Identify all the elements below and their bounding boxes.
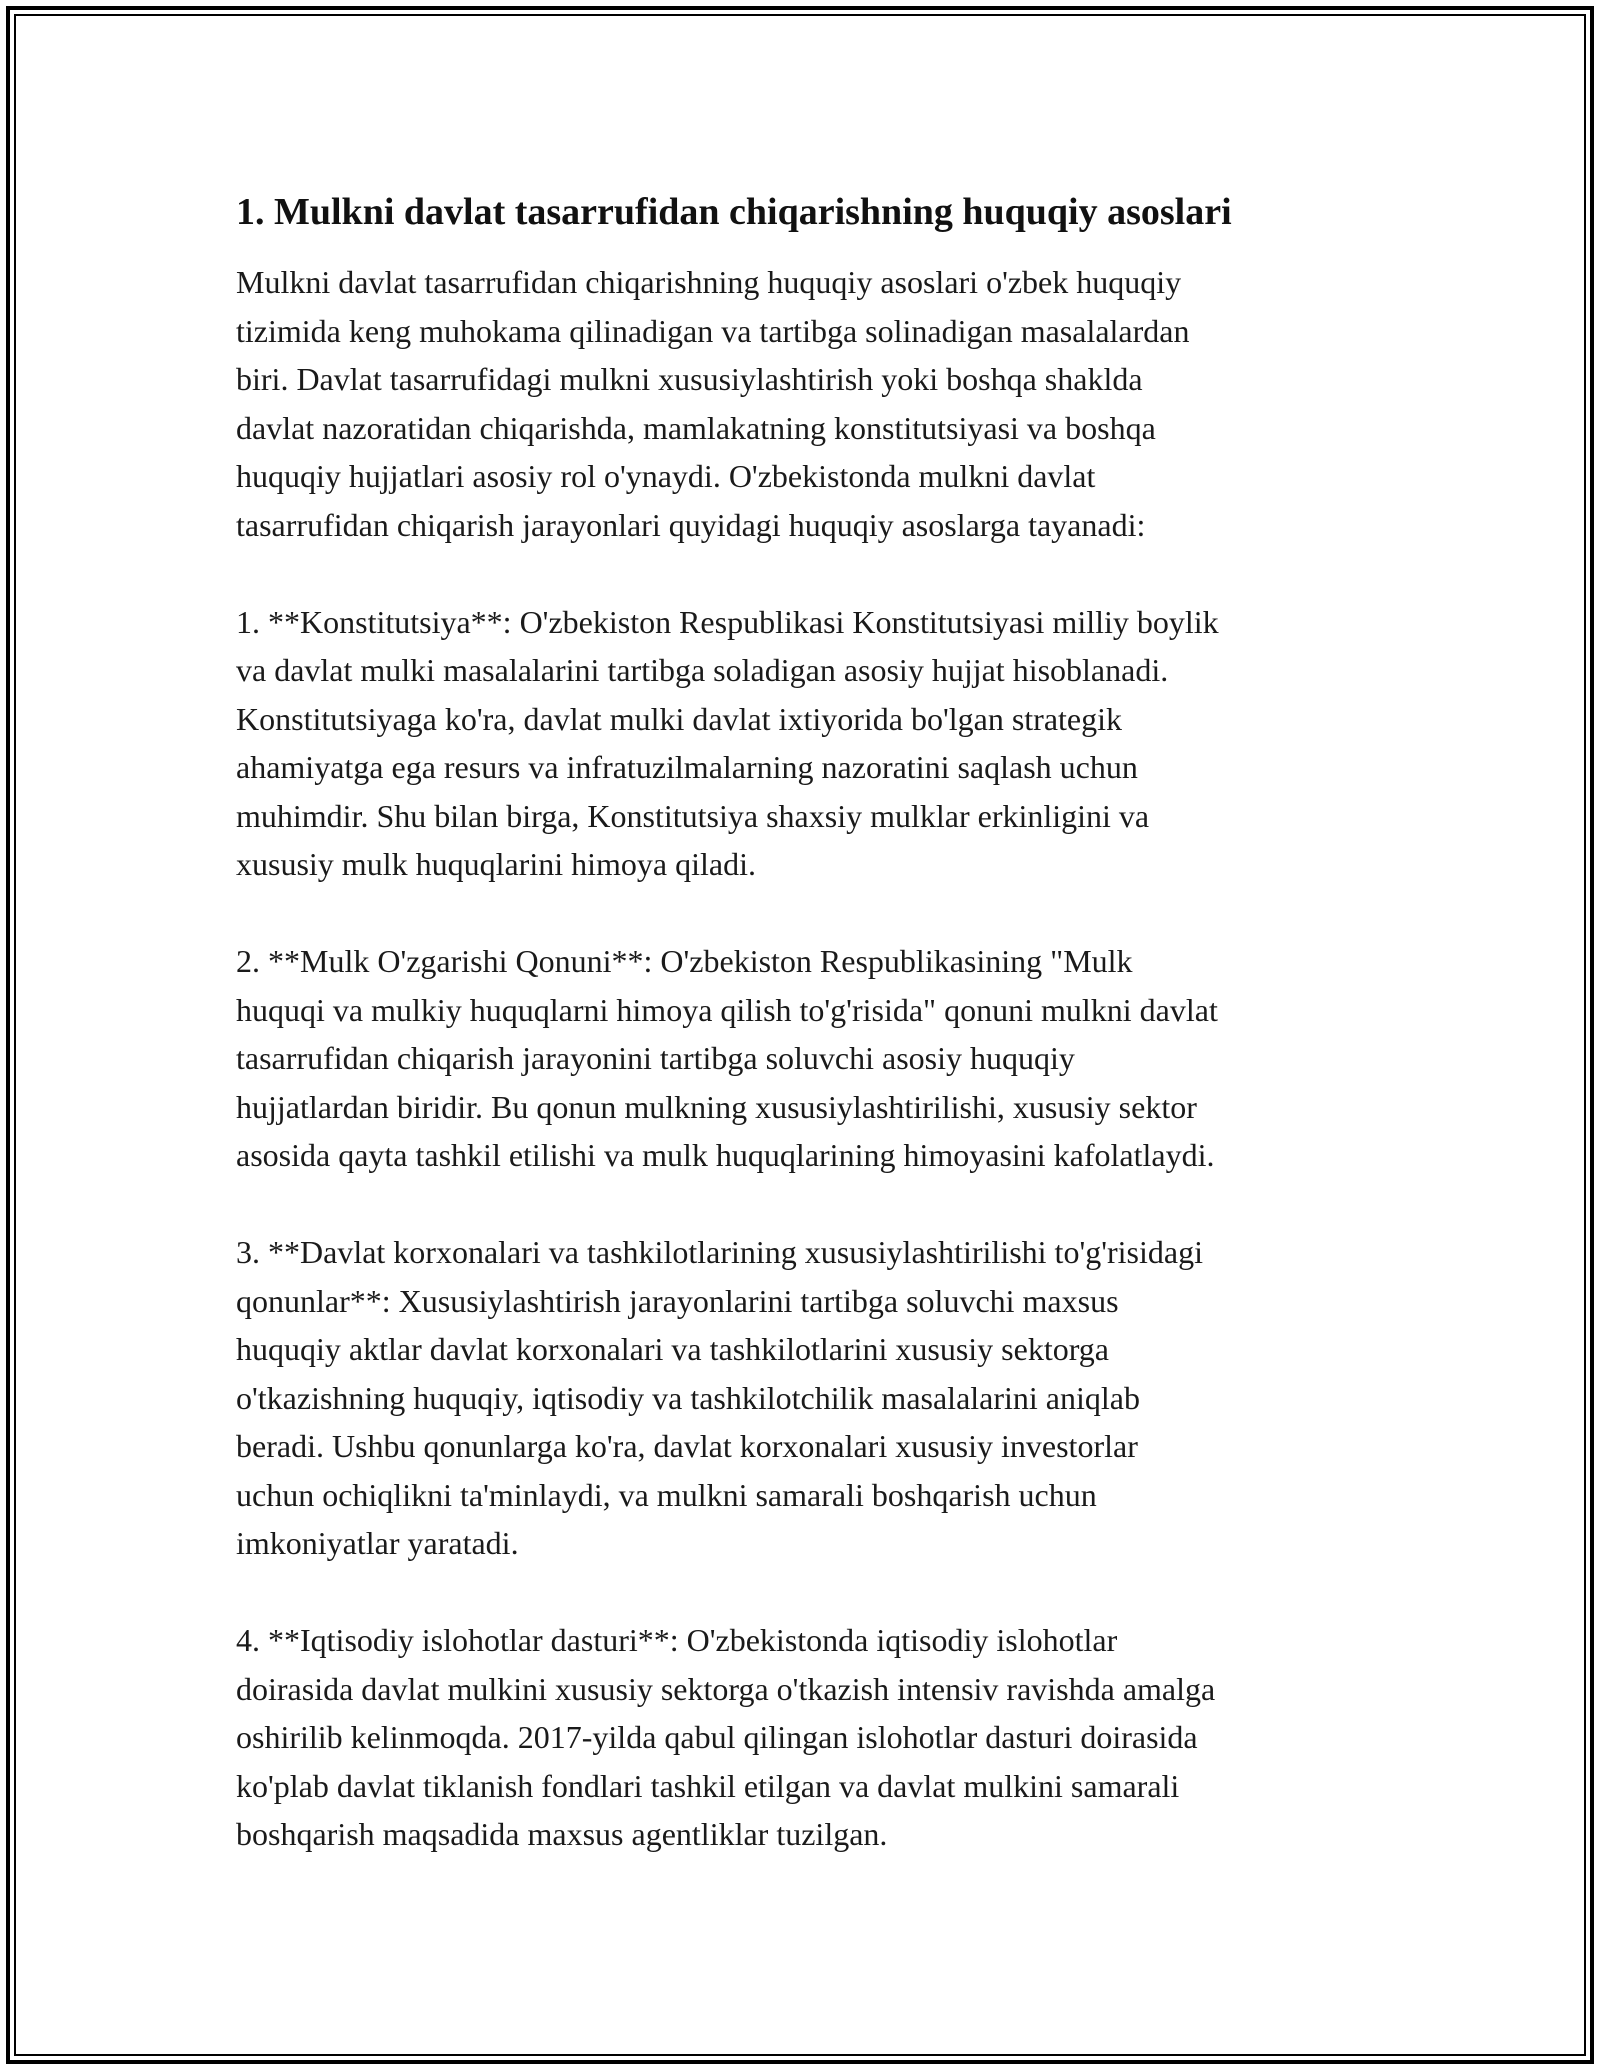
intro-paragraph: Mulkni davlat tasarrufidan chiqarishning huquqiy asoslari o'zbek huquqiy tizimida keng muhokama qilinadigan va tartibga solinadigan masalalardan biri. Davlat tasarrufidagi mulkni xususiylashtirish yoki boshqa shaklda davlat nazoratidan chiqarishda, mamlakatning konstitutsiyasi va boshqa huquqiy hujjatlari asosiy rol o'ynaydi. O'zbekistonda mulkni davlat tasarrufidan chiqarish jarayonlari quyidagi huquqiy asoslarga tayanadi: [236,264,1190,543]
section-title: 1. Mulkni davlat tasarrufidan chiqarishning huquqiy asoslari [236,191,1232,233]
list-item-xususiylashtirish-qonunlar: 3. **Davlat korxonalari va tashkilotlarining xususiylashtirilishi to'g'risidagi qonunlar**: Xususiylashtirish jarayonlarini tartibga soluvchi maxsus huquqiy aktlar davlat korxonalari va tashkilotlarini xususiy sektorga o'tkazishning huquqiy, iqtisodiy va tashkilotchilik masalalarini aniqlab beradi. Ushbu qonunlarga ko'ra, davlat korxonalari xususiy investorlar uchun ochiqlikni ta'minlaydi, va mulkni samarali boshqarish uchun imkoniyatlar yaratadi. [236,1234,1203,1561]
list-item-mulk-qonuni: 2. **Mulk O'zgarishi Qonuni**: O'zbekiston Respublikasining "Mulk huquqi va mulkiy huquqlarni himoya qilish to'g'risida" qonuni mulkni davlat tasarrufidan chiqarish jarayonini tartibga soluvchi asosiy huquqiy hujjatlardan biridir. Bu qonun mulkning xususiylashtirilishi, xususiy sektor asosida qayta tashkil etilishi va mulk huquqlarining himoyasini kafolatlaydi. [236,943,1218,1173]
document-body [236,188,1366,1859]
list-item-islohotlar-dasturi: 4. **Iqtisodiy islohotlar dasturi**: O'zbekistonda iqtisodiy islohotlar doirasida davlat mulkini xususiy sektorga o'tkazish intensiv ravishda amalga oshirilib kelinmoqda. 2017-yilda qabul qilingan islohotlar dasturi doirasida ko'plab davlat tiklanish fondlari tashkil etilgan va davlat mulkini samarali boshqarish maqsadida maxsus agentliklar tuzilgan. [236,1622,1216,1852]
list-item-konstitutsiya: 1. **Konstitutsiya**: O'zbekiston Respublikasi Konstitutsiyasi milliy boylik va davlat mulki masalalarini tartibga soladigan asosiy hujjat hisoblanadi. Konstitutsiyaga ko'ra, davlat mulki davlat ixtiyorida bo'lgan strategik ahamiyatga ega resurs va infratuzilmalarning nazoratini saqlash uchun muhimdir. Shu bilan birga, Konstitutsiya shaxsiy mulklar erkinligini va xususiy mulk huquqlarini himoya qiladi. [236,603,1219,882]
